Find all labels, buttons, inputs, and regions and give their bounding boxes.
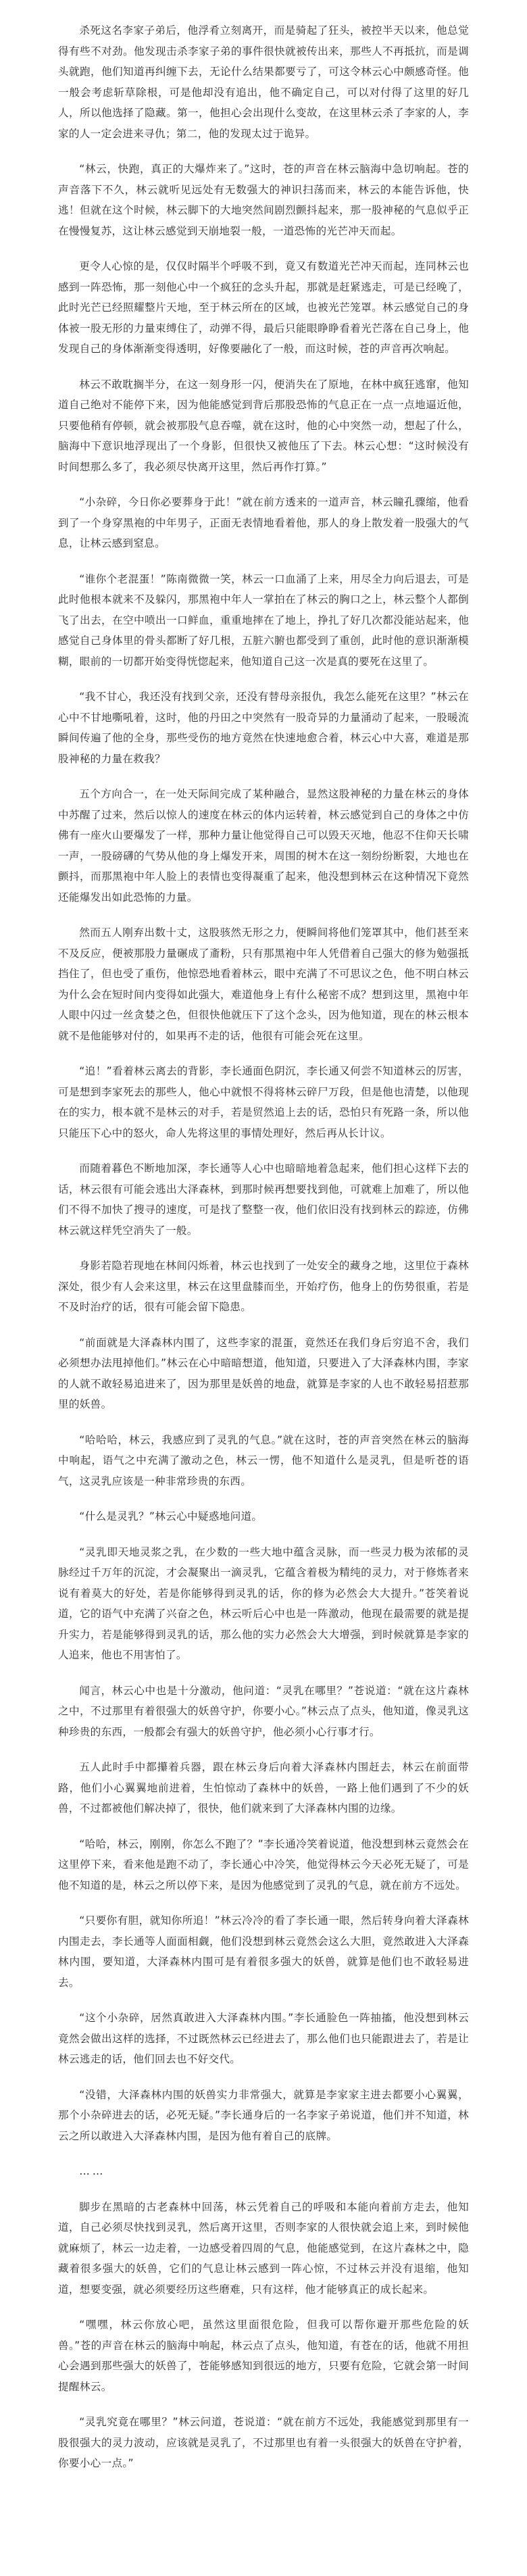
paragraph: 而随着暮色不断地加深，李长通等人心中也暗暗地着急起来，他们担心这样下去的话，林云很有可能会逃出大泽森林，到那时候再想要找到他，可就难上加难了，所以他们不得不加快了搜寻的速度，可是找了整整一夜，他们依旧没有找到林云的踪迹，仿佛林云就这样凭空消失了一般。: [58, 1162, 469, 1237]
paragraph: “灵乳究竟在哪里？”林云问道，苍说道：“就在前方不远处，我能感觉到那里有一股很强大的灵力波动，应该就是灵乳了，不过那里也有着一头很强大的妖兽在守护着，你要小心一点。”: [58, 2416, 469, 2469]
paragraph: 更令人心惊的是，仅仅时隔半个呼吸不到，竟又有数道光芒冲天而起，连同林云也感到一阵恐怖，那一刻他心中一个疯狂的念头升起，那就是赶紧逃走，可是已经晚了，此时光芒已经照耀整片天地，至于林云所在的区域，也被光芒笼罩。林云感觉自己的身体被一股无形的力量束缚住了，动弹不得，最后只能眼睁睁看着光芒落在自己身上，他发现自己的身体渐渐变得透明，好像要融化了一般，而这时候，苍的声音再次响起。: [58, 260, 469, 355]
paragraph: 然而五人刚弃出数十丈，这股骇然无形之力，便瞬间将他们笼罩其中，他们甚至来不及反应，便被那股力量碾成了齑粉，只有那黑袍中年人凭借着自己强大的修为勉强抵挡住了，但也受了重伤，他惊恐地看着林云，眼中充满了不可思议之色，他不明白林云为什么会在短时间内变得如此强大，难道他身上有什么秘密不成？想到这里，黑袍中年人眼中闪过一丝贪婪之色，但很快他就压下了这个念头，因为他知道，现在的林云根本就不是他能够对付的，如果再不走的话，他很有可能会死在这里。: [58, 926, 469, 1042]
paragraph: “这个小杂碎，居然真敢进入大泽森林内围。”李长通脸色一阵抽搐，他没想到林云竟然会做出这样的选择，不过既然林云已经进去了，那么他们也只能跟进去了，若是让林云逃走的话，他们回去也不好交代。: [58, 2012, 469, 2065]
paragraph: “追！”看着林云离去的背影，李长通面色阴沉，李长通又何尝不知道林云的厉害，可是想到李家死去的那些人，他心中就恨不得将林云碎尸万段，但是他也清楚，以他现在的实力，根本就不是林云的对手，若是贸然追上去的话，恐怕只有死路一条，所以他只能压下心中的怒火，命人先将这里的事情处理好，然后再从长计议。: [58, 1065, 469, 1139]
paragraph: “灵乳即天地灵浆之乳，在少数的一些大地中蕴含灵脉，而一些灵力极为浓郁的灵脉经过千万年的沉淀，才会凝聚出一滴灵乳，它蕴含着极为精纯的灵力，对于修炼者来说有着莫大的好处，若是你能够得到灵乳的话，你的修为必然会大大提升。”苍笑着说道，它的语气中充满了兴奋之色，林云听后心中也是一阵激动，他现在最需要的就是提升实力，若是能够得到灵乳的话，那么他的实力必然会大大增强，到时候就算是李家的人追来，他也不用害怕了。: [58, 1545, 469, 1661]
paragraph: “什么是灵乳？”林云心中疑惑地问道。: [79, 1510, 263, 1522]
paragraph: 身影若隐若现地在林间闪烁着，林云也找到了一处安全的藏身之地，这里位于森林深处，很少有人会来这里，林云在这里盘膝而坐，开始疗伤，他身上的伤势很重，若是不及时治疗的话，很有可能会留下隐患。: [58, 1260, 469, 1313]
paragraph: “我不甘心，我还没有找到父亲，还没有替母亲报仇，我怎么能死在这里？”林云在心中不甘地嘶吼着，这时，他的丹田之中突然有一股奇异的力量涌动了起来，一股暖流瞬间传遍了他的全身，那些受伤的地方竟然在快速地愈合着，林云心中大喜，难道是那股神秘的力量在救我？: [58, 691, 469, 765]
paragraph: “哈哈哈，林云，我感应到了灵乳的气息。”就在这时，苍的声音突然在林云的脑海中响起，语气之中充满了激动之色，林云一愣，他不知道什么是灵乳，但是听苍的语气，这灵乳应该是一种非常珍贵的东西。: [58, 1433, 469, 1487]
paragraph: “没错，大泽森林内围的妖兽实力非常强大，就算是李家家主进去都要小心翼翼，那个小杂碎进去的话，必死无疑。”李长通身后的一名李家子弟说道，他们并不知道，林云之所以敢进入大泽森林内围，是因为他有着自己的底牌。: [58, 2088, 469, 2142]
paragraph: 脚步在黑暗的古老森林中回荡，林云凭着自己的呼吸和本能向着前方走去，他知道，自己必须尽快找到灵乳，然后离开这里，否则李家的人很快就会追上来，到时候他就麻烦了，林云一边走着，一边感受着四周的气息，他能感觉到，在这片森林之中，隐藏着很多强大的妖兽，它们的气息让林云感到一阵心惊，不过林云并没有退缩，他知道，想要变强，就必须要经历这些磨难，只有这样，他才能够真正的成长起来。: [58, 2200, 469, 2296]
paragraph: “谁你个老混蛋！”陈南微微一笑，林云一口血涌了上来，用尽全力向后退去，可是此时他根本就来不及躲闪，那黑袍中年人一掌拍在了林云的胸口之上，林云整个人都倒飞了出去，在空中喷出一口鲜血，重重地摔在了地上，挣扎了好几次都没能站起来，他感觉自己身体里的骨头都断了好几根，五脏六腑也都受到了重创，此时他的意识渐渐模糊，眼前的一切都开始变得恍惚起来，他知道自己这一次是真的要死在这里了。: [58, 572, 469, 668]
paragraph: “小杂碎，今日你必要葬身于此！”就在前方透来的一道声音，林云瞳孔骤缩，他看到了一个身穿黑袍的中年男子，正面无表情地看着他，那人的身上散发着一股强大的气息，让林云感到窒息。: [58, 496, 469, 549]
paragraph: “前面就是大泽森林内围了，这些李家的混蛋，竟然还在我们身后穷追不舍，我们必须想办法甩掉他们。”林云在心中暗暗想道，他知道，只要进入了大泽森林内围，李家的人就不敢轻易追进来了，因为那里是妖兽的地盘，就算是李家的人也不敢轻易招惹那里的妖兽。: [58, 1336, 469, 1410]
paragraph: ……: [79, 2165, 106, 2177]
paragraph: 林云不敢耽搁半分，在这一刻身形一闪，便消失在了原地，在林中疯狂逃窜，他知道自己绝对不能停下来，因为他能感觉到背后那股恐怖的气息正在一点一点地逼近他，只要他稍有停顿，就会被那股气息吞噬，就在这时，他的心中突然一动，想起了什么，脑海中下意识地浮现出了一个身影，但很快又被他压了下去。林云心想：“这时候没有时间想那么多了，我必须尽快离开这里，然后再作打算。”: [58, 378, 469, 473]
paragraph: 五个方向合一，在一处天际间完成了某种融合，显然这股神秘的力量在林云的身体中苏醒了过来，然后以惊人的速度在林云的体内运转着，林云感觉到自己的身体之中仿佛有一座火山要爆发了一样，那种力量让他觉得自己可以毁天灭地，他忍不住仰天长啸一声，一股磅礴的气势从他的身上爆发开来，周围的树木在这一刻纷纷断裂，大地也在颤抖，而那黑袍中年人脸上的表情也变得凝重了起来，他没想到林云在这种情况下竟然还能爆发出如此恐怖的力量。: [58, 788, 469, 903]
paragraph: “只要你有胆，就知你所追！”林云冷冷的看了李长通一眼，然后转身向着大泽森林内围走去，李长通等人面面相觑，他们没想到林云竟然会这么大胆，竟然敢进入大泽森林内围，要知道，大泽森林内围可是有着很多强大的妖兽，就算是他们也不敢轻易进去。: [58, 1914, 469, 1989]
paragraph: “嘿嘿，林云你放心吧，虽然这里面很危险，但我可以帮你避开那些危险的妖兽。”苍的声音在林云的脑海中响起，林云点了点头，他知道，有苍在的话，他就不用担心会遇到那些强大的妖兽了，苍能够感知到很远的地方，只要有危险，它就会第一时间提醒林云。: [58, 2319, 469, 2393]
paragraph: “林云，快跑，真正的大爆炸来了。”这时，苍的声音在林云脑海中急切响起。苍的声音落下不久，林云就听见远处有无数强大的神识扫荡而来，林云的本能告诉他，快逃！但就在这个时候，林云脚下的大地突然间剧烈颤抖起来，那一股神秘的气息似乎正在慢慢复苏，这让林云感觉到天崩地裂一般，一道恐怖的光芒冲天而起。: [58, 163, 469, 237]
paragraph: 五人此时手中都攥着兵器，跟在林云身后向着大泽森林内围赶去，林云在前面带路，他们小心翼翼地前进着，生怕惊动了森林中的妖兽，一路上他们遇到了不少的妖兽，不过都被他们解决掉了，很快，他们就来到了大泽森林内围的边缘。: [58, 1761, 469, 1814]
paragraph: 闻言，林云心中也是十分激动，他问道：“灵乳在哪里？”苍说道：“就在这片森林之中，不过那里有着很强大的妖兽守护，你要小心。”林云点了点头，他知道，像灵乳这种珍贵的东西，一般都会有强大的妖兽守护，他必须小心行事才行。: [58, 1684, 469, 1738]
paragraph: 杀死这名李家子弟后，他浮肴立刻离开，而是骑起了狂头，被控半天以来，他总觉得有些不对劲。他发现击杀李家子弟的事件很快就被传出来，那些人不再抵抗，而是调头就跑，他们知道再纠缠下去，无论什么结果都要亏了，可这令林云心中颇感奇怪。他一般会考虑斩草除根，可是他却没有追出，他不确定自己，可以对付得了这里的好几人，所以他选择了隐藏。第一，他担心会出现什么变故，在这里林云杀了李家的人，李家的人一定会进来寻仇；第二，他的发现太过于诡异。: [58, 24, 469, 140]
paragraph: “哈哈，林云，刚刚，你怎么不跑了？”李长通冷笑着说道，他没想到林云竟然会在这里停下来，看来他是跑不动了，李长通心中冷笑，他觉得林云今天必死无疑了，可是他不知道的是，林云之所以停下来，是因为他感觉到了灵乳的气息，就在前方不远处。: [58, 1837, 469, 1891]
